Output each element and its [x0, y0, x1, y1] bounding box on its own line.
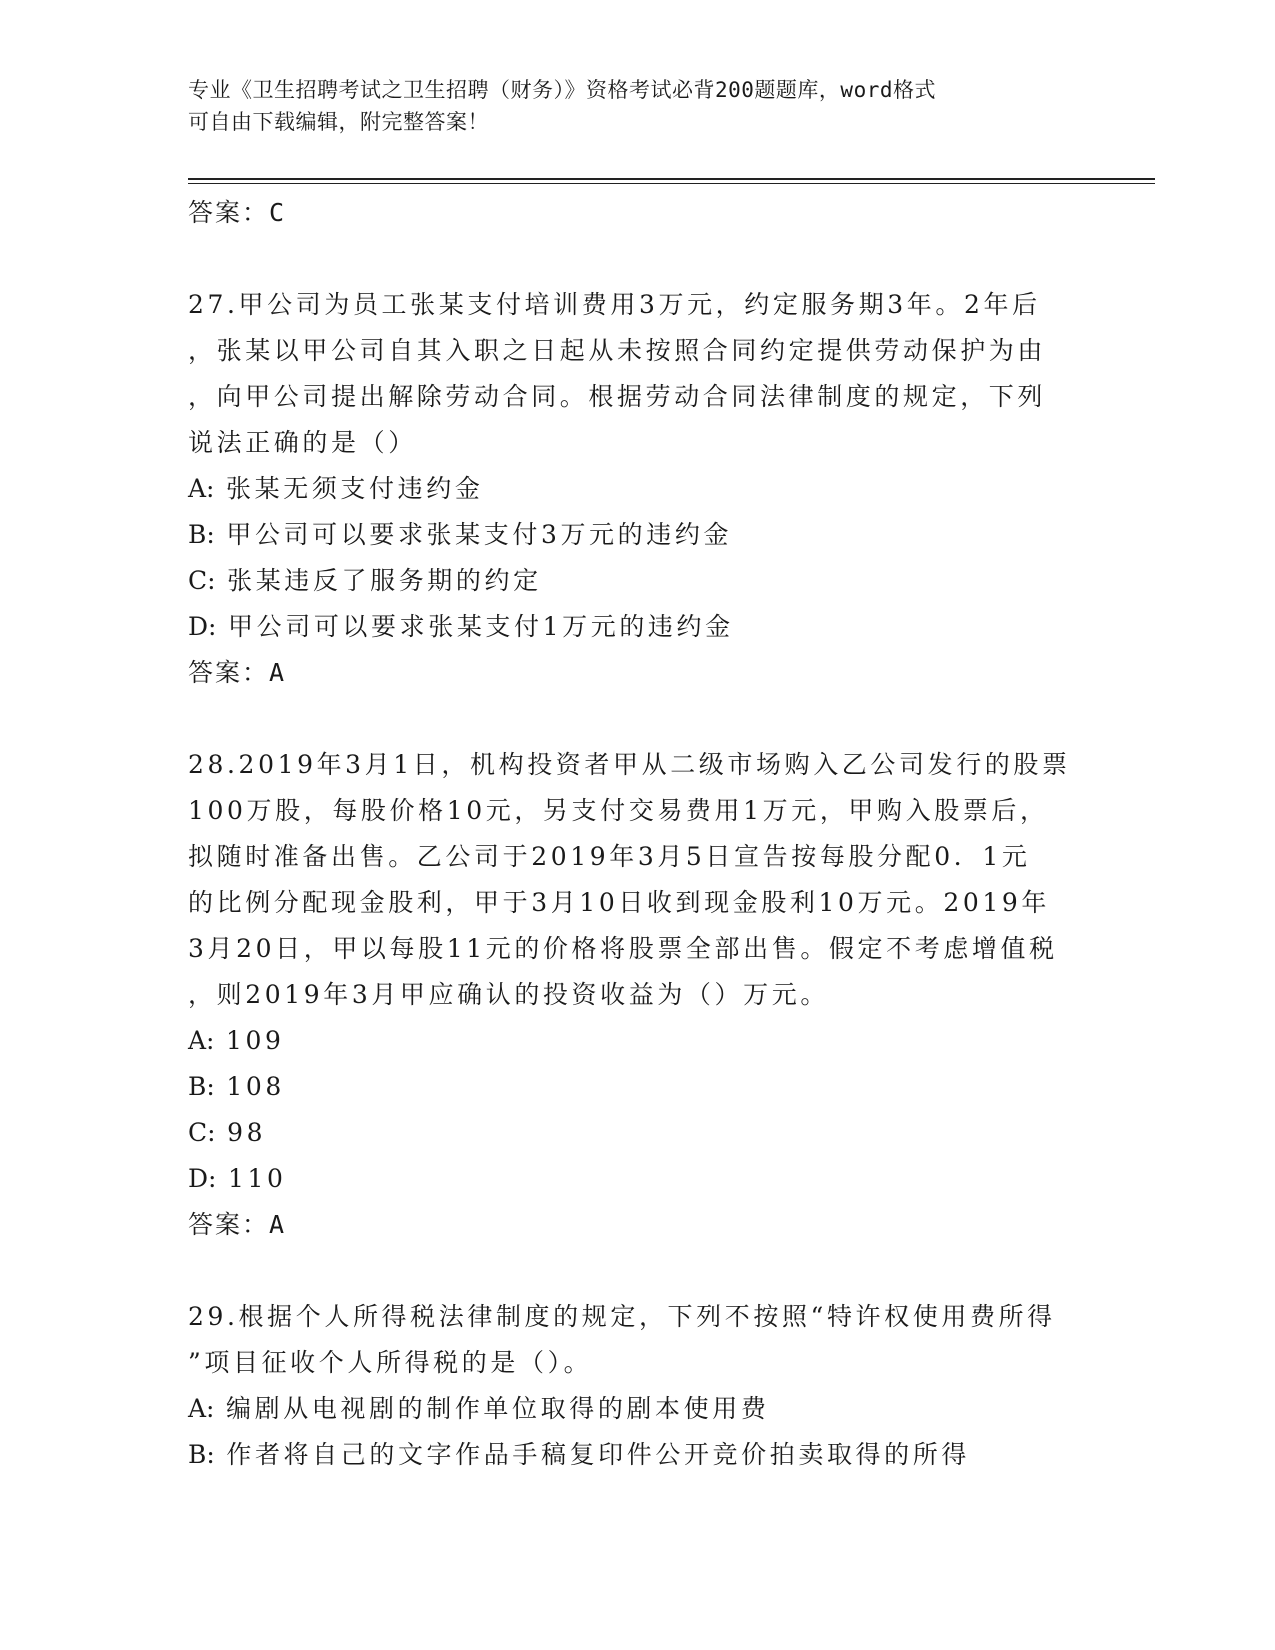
question-text-line: 拟随时准备出售。乙公司于2019年3月5日宣告按每股分配0．1元	[188, 842, 1031, 871]
header-line-2: 可自由下载编辑，附完整答案！	[188, 110, 489, 134]
option-c	[188, 1110, 1088, 1156]
option-b	[188, 1064, 1088, 1110]
option-text: 98	[227, 1118, 267, 1147]
option-text: 作者将自己的文字作品手稿复印件公开竞价拍卖取得的所得	[226, 1440, 970, 1469]
option-label: B:	[188, 520, 215, 549]
option-text: 甲公司可以要求张某支付1万元的违约金	[228, 612, 734, 641]
question-list	[188, 190, 1088, 1478]
question-text-line: ，向甲公司提出解除劳动合同。根据劳动合同法律制度的规定，下列	[188, 382, 1047, 411]
option-label: C:	[188, 1118, 216, 1147]
answer-line: 答案：A	[188, 658, 287, 687]
question-text-line: 说法正确的是（）	[188, 428, 417, 457]
option-label: D:	[188, 1164, 217, 1193]
spacer	[188, 1248, 1088, 1294]
option-d	[188, 604, 1088, 650]
question-block	[188, 282, 1088, 696]
question-text-line: 29.根据个人所得税法律制度的规定，下列不按照“特许权使用费所得	[188, 1302, 1056, 1331]
option-text: 编剧从电视剧的制作单位取得的剧本使用费	[226, 1394, 770, 1423]
option-label: A:	[188, 1394, 215, 1423]
option-label: B:	[188, 1072, 215, 1101]
option-b	[188, 1432, 1088, 1478]
option-label: B:	[188, 1440, 215, 1469]
option-text: 109	[226, 1026, 285, 1055]
question-text-line: ”项目征收个人所得税的是（）。	[188, 1348, 593, 1377]
question-text-line: ，则2019年3月甲应确认的投资收益为（）万元。	[188, 980, 829, 1009]
option-label: A:	[188, 474, 215, 503]
spacer	[188, 696, 1088, 742]
header-line-1: 专业《卫生招聘考试之卫生招聘（财务）》资格考试必背200题题库，word格式	[188, 78, 936, 102]
header-rule-thick	[188, 178, 1155, 180]
question-text-line: ，张某以甲公司自其入职之日起从未按照合同约定提供劳动保护为由	[188, 336, 1047, 365]
question-block	[188, 1294, 1088, 1478]
option-d	[188, 1156, 1088, 1202]
option-text: 张某违反了服务期的约定	[227, 566, 542, 595]
document-header	[188, 74, 1068, 138]
question-text-line: 28.2019年3月1日，机构投资者甲从二级市场购入乙公司发行的股票	[188, 750, 1071, 779]
option-text: 108	[226, 1072, 285, 1101]
question-block	[188, 742, 1088, 1248]
option-c	[188, 558, 1088, 604]
header-rule-thin	[188, 183, 1155, 184]
option-b	[188, 512, 1088, 558]
option-label: D:	[188, 612, 217, 641]
answer-line: 答案：C	[188, 198, 287, 227]
option-a	[188, 466, 1088, 512]
question-text-line: 3月20日，甲以每股11元的价格将股票全部出售。假定不考虑增值税	[188, 934, 1058, 963]
answer-line: 答案：A	[188, 1210, 287, 1239]
question-text-line: 27.甲公司为员工张某支付培训费用3万元，约定服务期3年。2年后	[188, 290, 1041, 319]
question-text-line: 的比例分配现金股利，甲于3月10日收到现金股利10万元。2019年	[188, 888, 1050, 917]
option-text: 甲公司可以要求张某支付3万元的违约金	[226, 520, 733, 549]
option-text: 110	[228, 1164, 287, 1193]
option-a	[188, 1018, 1088, 1064]
spacer	[188, 236, 1088, 282]
option-text: 张某无须支付违约金	[226, 474, 484, 503]
option-label: C:	[188, 566, 216, 595]
option-a	[188, 1386, 1088, 1432]
option-label: A:	[188, 1026, 215, 1055]
question-text-line: 100万股，每股价格10元，另支付交易费用1万元，甲购入股票后，	[188, 796, 1049, 825]
